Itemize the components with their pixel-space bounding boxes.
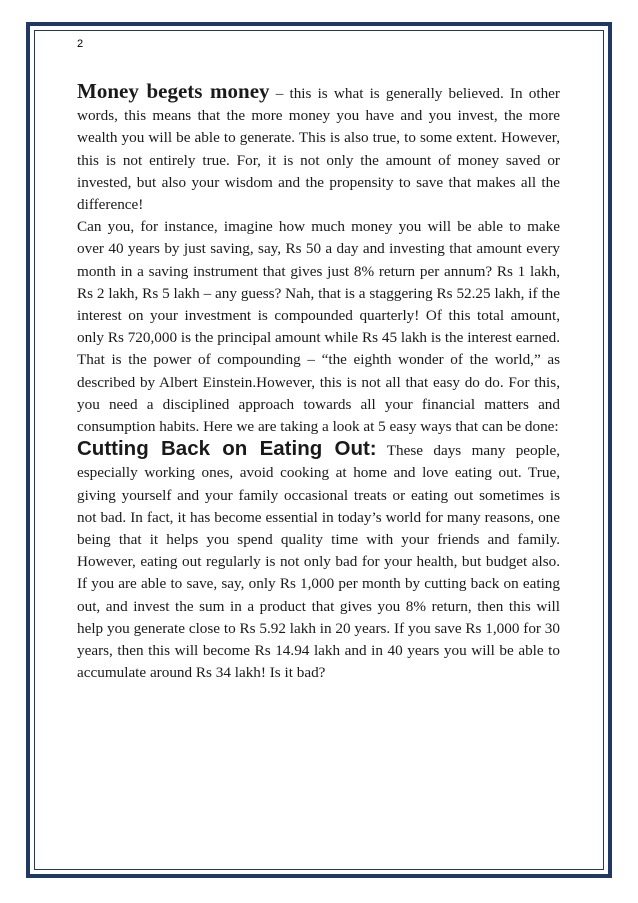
document-body: [77, 80, 560, 684]
eating-out-text: These days many people, especially working ones, avoid cooking at home and love eating out. True, giving yourself and your family occasional treats or eating out sometimes is not bad. In fact, it has become essential in today’s world for many reasons, one being that it helps you spend quality time with your friends and family. However, eating out regularly is not only bad for your health, but budget also. If you are able to save, say, only Rs 1,000 per month by cutting back on eating out, and invest the sum in a product that gives you 8% return, then this will help you generate close to Rs 5.92 lakh in 20 years. If you save Rs 1,000 for 30 years, then this will become Rs 14.94 lakh and in 40 years you will be able to accumulate around Rs 34 lakh! Is it bad?: [77, 442, 560, 682]
paragraph-compounding: Can you, for instance, imagine how much money you will be able to make over 40 years by just saving, say, Rs 50 a day and investing that amount every month in a saving instrument that gives just 8% return per annum? Rs 1 lakh, Rs 2 lakh, Rs 5 lakh – any guess? Nah, that is a staggering Rs 52.25 lakh, if the interest on your investment is compounded quarterly! Of this total amount, only Rs 720,000 is the principal amount while Rs 45 lakh is the interest earned. That is the power of compounding – “the eighth wonder of the world,” as described by Albert Einstein.However, this is not all that easy do do. For this, you need a disciplined approach towards all your financial matters and consumption habits. Here we are taking a look at 5 easy ways that can be done:: [77, 218, 560, 436]
heading-cutting-back-eating-out: Cutting Back on Eating Out:: [77, 437, 377, 461]
heading-money-begets-money: Money begets money: [77, 79, 270, 103]
intro-text: – this is what is generally believed. In other words, this means that the more money you have and you invest, the more wealth you will be able to generate. This is also true, to some extent. However, this is not entirely true. For, it is not only the amount of money saved or invested, but also your wisdom and the propensity to save that makes all the difference!: [77, 85, 560, 214]
page-number: 2: [77, 38, 84, 50]
paragraph-eating-out: [77, 438, 560, 684]
paragraph-intro: [77, 80, 560, 216]
